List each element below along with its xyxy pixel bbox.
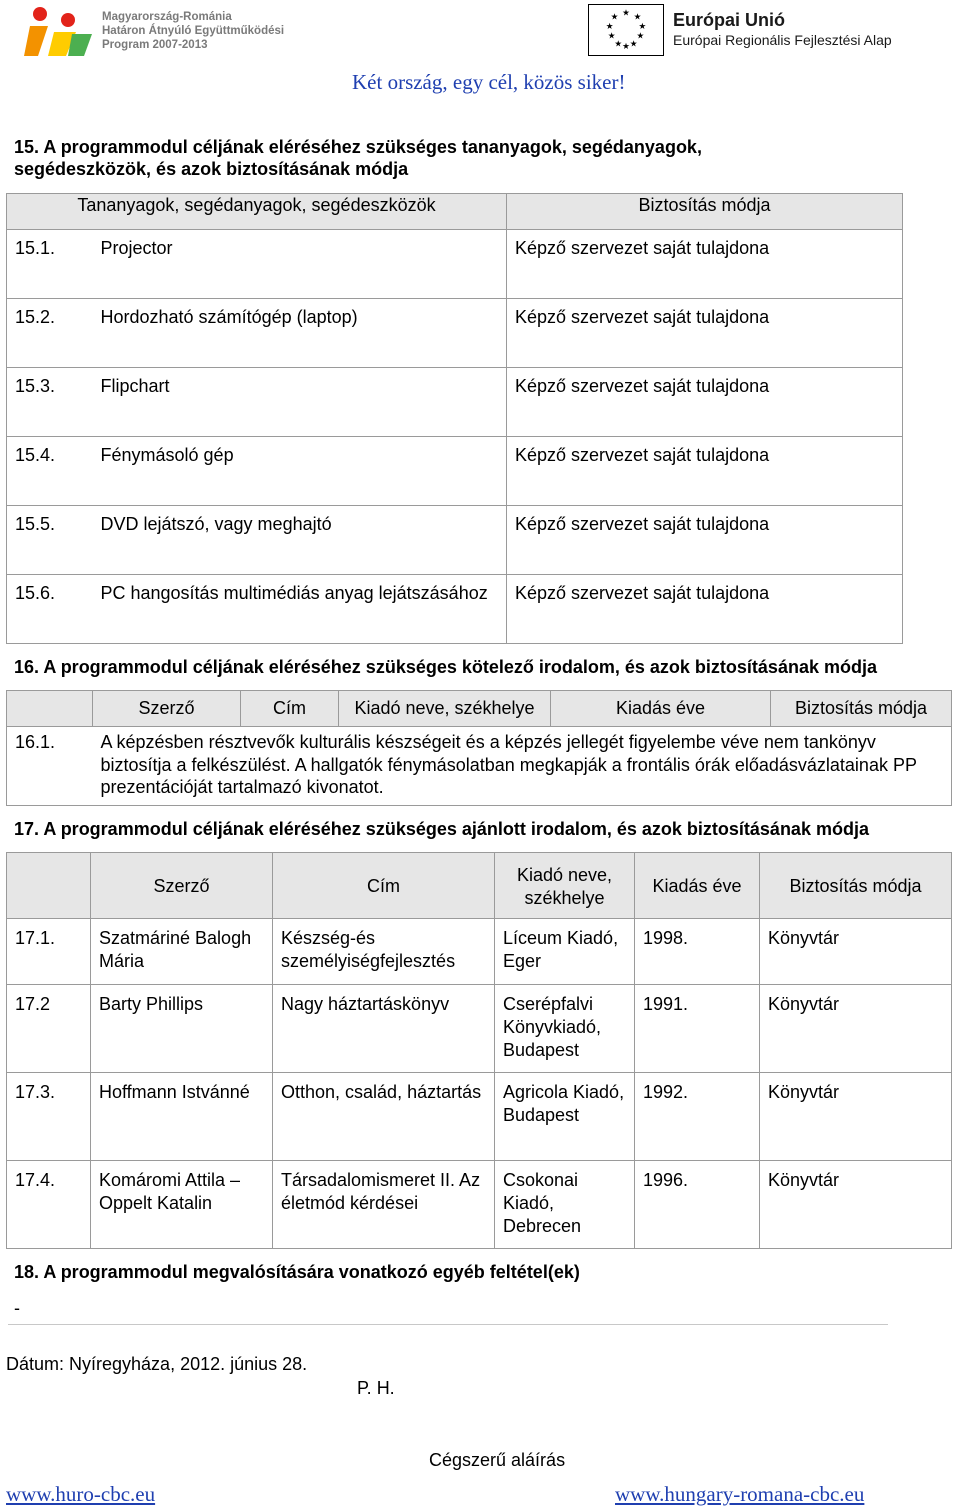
provision-mode: Képző szervezet saját tulajdona [507, 299, 903, 368]
table-row [7, 985, 952, 1073]
materials-table [6, 193, 903, 644]
row-number: 17.3. [7, 1073, 91, 1161]
year: 1996. [635, 1161, 760, 1249]
svg-text:★: ★ [610, 12, 619, 23]
eu-title: Európai Unió [673, 10, 785, 30]
header-provision-mode: Biztosítás módja [760, 853, 952, 919]
svg-text:★: ★ [638, 22, 647, 33]
author: Komáromi Attila – Oppelt Katalin [91, 1161, 273, 1249]
header-materials: Tananyagok, segédanyagok, segédeszközök [7, 194, 507, 230]
book-title: Otthon, család, háztartás [273, 1073, 495, 1161]
slogan: Két ország, egy cél, közös siker! [352, 70, 626, 94]
row-number: 15.1. [7, 230, 93, 299]
publisher: Csokonai Kiadó, Debrecen [495, 1161, 635, 1249]
eu-subtitle: Európai Regionális Fejlesztési Alap [673, 32, 892, 48]
table-header-row [7, 691, 952, 727]
year: 1992. [635, 1073, 760, 1161]
provision-mode: Képző szervezet saját tulajdona [507, 368, 903, 437]
section-17-title: 17. A programmodul céljának eléréséhez szükséges ajánlott irodalom, és azok biztosításának módja [14, 819, 869, 839]
row-number: 16.1. [7, 727, 93, 806]
table-row [7, 1073, 952, 1161]
program-logo [18, 4, 318, 60]
publisher: Cserépfalvi Könyvkiadó, Budapest [495, 985, 635, 1073]
publisher: Líceum Kiadó, Eger [495, 919, 635, 985]
eu-label [673, 10, 892, 50]
header-publisher: Kiadó neve, székhelye [495, 853, 635, 919]
table-row [7, 230, 903, 299]
material-name: Projector [93, 230, 507, 299]
svg-text:★: ★ [629, 39, 638, 50]
table-row [7, 299, 903, 368]
eu-flag-icon [588, 4, 664, 56]
svg-text:★: ★ [614, 39, 623, 50]
header-provision-mode: Biztosítás módja [507, 194, 903, 230]
stamp-placeholder: P. H. [357, 1378, 395, 1398]
header-title: Cím [273, 853, 495, 919]
header-provision-mode: Biztosítás módja [771, 691, 952, 727]
section-18-content: - [14, 1298, 20, 1318]
table-row [7, 368, 903, 437]
publisher: Agricola Kiadó, Budapest [495, 1073, 635, 1161]
literature-note: A képzésben résztvevők kulturális készségeit és a képzés jellegét figyelembe véve nem tankönyv biztosítja a felkészülést. A hallgatók fénymásolatban megkapják a frontális órák előadásvázlatainak PP prezentációját tartalmazó kivonatot. [93, 727, 952, 806]
provision-mode: Képző szervezet saját tulajdona [507, 230, 903, 299]
header-blank [7, 853, 91, 919]
date-line: Dátum: Nyíregyháza, 2012. június 28. [6, 1354, 308, 1374]
book-title: Készség-és személyiségfejlesztés [273, 919, 495, 985]
provision-mode: Képző szervezet saját tulajdona [507, 437, 903, 506]
huro-cbc-link[interactable]: www.huro-cbc.eu [6, 1482, 156, 1506]
book-title: Társadalomismeret II. Az életmód kérdései [273, 1161, 495, 1249]
row-number: 17.4. [7, 1161, 91, 1249]
header-year: Kiadás éve [551, 691, 771, 727]
material-name: Fénymásoló gép [93, 437, 507, 506]
hungary-romania-cbc-link[interactable]: www.hungary-romana-cbc.eu [615, 1482, 865, 1506]
provision-mode: Képző szervezet saját tulajdona [507, 575, 903, 644]
section-16-title: 16. A programmodul céljának eléréséhez szükséges kötelező irodalom, és azok biztosításának módja [14, 657, 877, 677]
material-name: PC hangosítás multimédiás anyag lejátszásához [93, 575, 507, 644]
svg-text:★: ★ [605, 22, 614, 33]
section-18-title: 18. A programmodul megvalósítására vonatkozó egyéb feltétel(ek) [14, 1262, 580, 1282]
row-number: 15.5. [7, 506, 93, 575]
section-15-title: 15. A programmodul céljának eléréséhez szükséges tananyagok, segédanyagok, segédeszközök, és azok biztosításának módja [14, 137, 702, 179]
row-number: 17.2 [7, 985, 91, 1073]
table-row [7, 437, 903, 506]
table-header-row [7, 853, 952, 919]
provision-mode: Könyvtár [760, 919, 952, 985]
provision-mode: Képző szervezet saját tulajdona [507, 506, 903, 575]
svg-text:★: ★ [622, 8, 630, 19]
table-row [7, 1161, 952, 1249]
mandatory-literature-table [6, 690, 952, 806]
material-name: Flipchart [93, 368, 507, 437]
year: 1991. [635, 985, 760, 1073]
program-logo-text: Magyarország-Románia Határon Átnyúló Együttműködési Program 2007-2013 [102, 11, 285, 51]
provision-mode: Könyvtár [760, 985, 952, 1073]
header-author: Szerző [91, 853, 273, 919]
book-title: Nagy háztartáskönyv [273, 985, 495, 1073]
table-header-row [7, 194, 903, 230]
table-row [7, 506, 903, 575]
table-row [7, 919, 952, 985]
divider [8, 1324, 888, 1325]
row-number: 15.4. [7, 437, 93, 506]
svg-text:★: ★ [633, 12, 642, 23]
signature-label: Cégszerű aláírás [429, 1450, 566, 1470]
header-blank [7, 691, 93, 727]
author: Barty Phillips [91, 985, 273, 1073]
row-number: 17.1. [7, 919, 91, 985]
material-name: Hordozható számítógép (laptop) [93, 299, 507, 368]
table-row [7, 575, 903, 644]
author: Szatmáriné Balogh Mária [91, 919, 273, 985]
program-logo-icon [18, 4, 98, 60]
row-number: 15.3. [7, 368, 93, 437]
header-publisher: Kiadó neve, székhelye [339, 691, 551, 727]
provision-mode: Könyvtár [760, 1073, 952, 1161]
material-name: DVD lejátszó, vagy meghajtó [93, 506, 507, 575]
recommended-literature-table [6, 852, 952, 1249]
svg-text:★: ★ [622, 42, 630, 53]
header-title: Cím [241, 691, 339, 727]
header-author: Szerző [93, 691, 241, 727]
svg-text:★: ★ [636, 31, 645, 42]
author: Hoffmann Istvánné [91, 1073, 273, 1161]
svg-text:★: ★ [607, 31, 616, 42]
row-number: 15.2. [7, 299, 93, 368]
provision-mode: Könyvtár [760, 1161, 952, 1249]
header-year: Kiadás éve [635, 853, 760, 919]
year: 1998. [635, 919, 760, 985]
table-row [7, 727, 952, 806]
row-number: 15.6. [7, 575, 93, 644]
